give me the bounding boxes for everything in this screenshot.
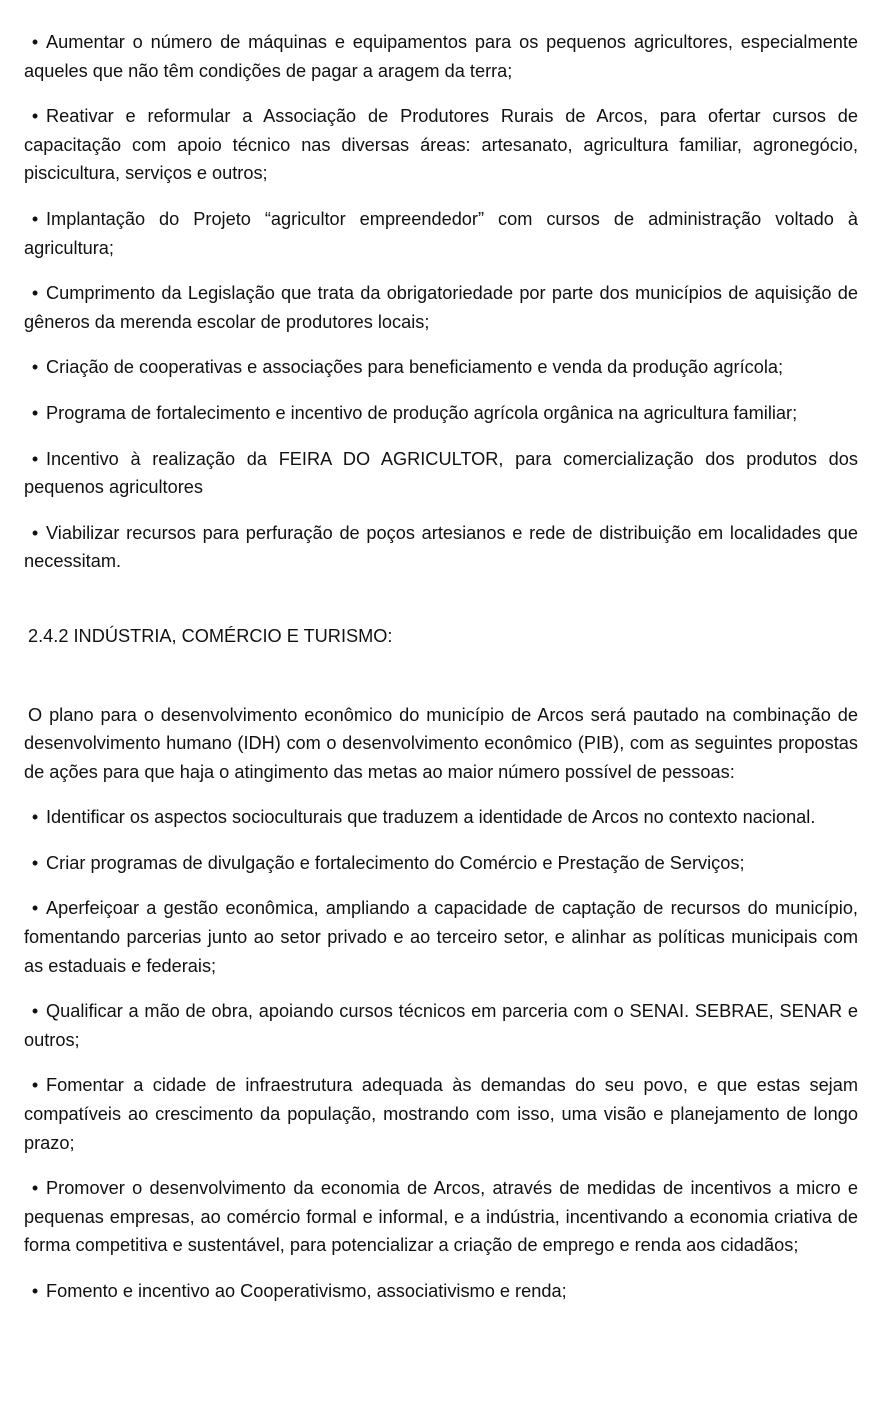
bullet-item: [24, 803, 858, 832]
bullet-text: Cumprimento da Legislação que trata da obrigatoriedade por parte dos municípios de aquisição de gêneros da merenda escolar de produtores locais;: [24, 283, 858, 332]
bullet-icon: •: [31, 1281, 39, 1301]
bullet-item: [24, 399, 858, 428]
bullet-item: [24, 1174, 858, 1260]
industry-bullet-list: [24, 803, 858, 1305]
bullet-text: Fomentar a cidade de infraestrutura adequada às demandas do seu povo, e que estas sejam compatíveis ao crescimento da população, mostrando com isso, uma visão e planejamento de longo prazo;: [24, 1075, 858, 1153]
bullet-item: [24, 205, 858, 262]
bullet-icon: •: [31, 1001, 39, 1022]
bullet-item: [24, 1277, 858, 1306]
bullet-text: Implantação do Projeto “agricultor empreendedor” com cursos de administração voltado à agricultura;: [24, 208, 858, 258]
bullet-icon: •: [31, 402, 39, 423]
bullet-text: Qualificar a mão de obra, apoiando cursos técnicos em parceria com o SENAI. SEBRAE, SENAR e outros;: [24, 1001, 858, 1050]
bullet-icon: •: [31, 283, 39, 304]
bullet-icon: •: [31, 898, 39, 919]
bullet-icon: •: [31, 807, 39, 828]
bullet-icon: •: [31, 448, 39, 469]
section-heading: 2.4.2 INDÚSTRIA, COMÉRCIO E TURISMO:: [28, 625, 393, 646]
bullet-text: Programa de fortalecimento e incentivo de produção agrícola orgânica na agricultura familiar;: [46, 402, 798, 423]
bullet-item: [24, 519, 858, 576]
bullet-icon: •: [31, 1075, 39, 1096]
bullet-item: [24, 997, 858, 1054]
bullet-item: [24, 1071, 858, 1157]
bullet-text: Incentivo à realização da FEIRA DO AGRICULTOR, para comercialização dos produtos dos pequenos agricultores: [24, 448, 858, 498]
bullet-item: [24, 445, 858, 502]
bullet-icon: •: [31, 852, 39, 873]
intro-paragraph: O plano para o desenvolvimento econômico do município de Arcos será pautado na combinação de desenvolvimento humano (IDH) com o desenvolvimento econômico (PIB), com as seguintes propostas de ações para que haja o atingimento das metas ao maior número possível de pessoas:: [24, 704, 858, 782]
bullet-item: [24, 894, 858, 980]
bullet-icon: •: [31, 1178, 39, 1199]
bullet-icon: •: [31, 208, 39, 229]
bullet-text: Aperfeiçoar a gestão econômica, ampliando a capacidade de captação de recursos do município, fomentando parcerias junto ao setor privado e ao terceiro setor, e alinhar as políticas municipais com as estaduais e federais;: [24, 898, 858, 976]
document-page: [24, 28, 858, 1323]
bullet-text: Criação de cooperativas e associações para beneficiamento e venda da produção agrícola;: [46, 357, 784, 378]
bullet-item: [24, 353, 858, 382]
bullet-text: Viabilizar recursos para perfuração de poços artesianos e rede de distribuição em localidades que necessitam.: [24, 522, 858, 572]
bullet-text: Criar programas de divulgação e fortalecimento do Comércio e Prestação de Serviços;: [46, 852, 745, 873]
agriculture-bullet-list: [24, 28, 858, 576]
bullet-item: [24, 28, 858, 85]
bullet-icon: •: [31, 106, 39, 127]
bullet-icon: •: [31, 522, 39, 543]
bullet-icon: •: [31, 32, 39, 52]
bullet-icon: •: [31, 357, 39, 378]
bullet-item: [24, 102, 858, 188]
bullet-text: Aumentar o número de máquinas e equipamentos para os pequenos agricultores, especialmente aqueles que não têm condições de pagar a aragem da terra;: [24, 32, 858, 81]
bullet-text: Fomento e incentivo ao Cooperativismo, associativismo e renda;: [46, 1281, 567, 1301]
bullet-text: Identificar os aspectos socioculturais que traduzem a identidade de Arcos no contexto nacional.: [46, 807, 816, 828]
bullet-text: Reativar e reformular a Associação de Produtores Rurais de Arcos, para ofertar cursos de capacitação com apoio técnico nas diversas áreas: artesanato, agricultura familiar, agronegócio, piscicultura, serviços e outros;: [24, 106, 858, 184]
bullet-text: Promover o desenvolvimento da economia de Arcos, através de medidas de incentivos a micro e pequenas empresas, ao comércio formal e informal, e a indústria, incentivando a economia criativa de forma competitiva e sustentável, para potencializar a criação de emprego e renda aos cidadãos;: [24, 1178, 858, 1256]
bullet-item: [24, 849, 858, 878]
bullet-item: [24, 279, 858, 336]
